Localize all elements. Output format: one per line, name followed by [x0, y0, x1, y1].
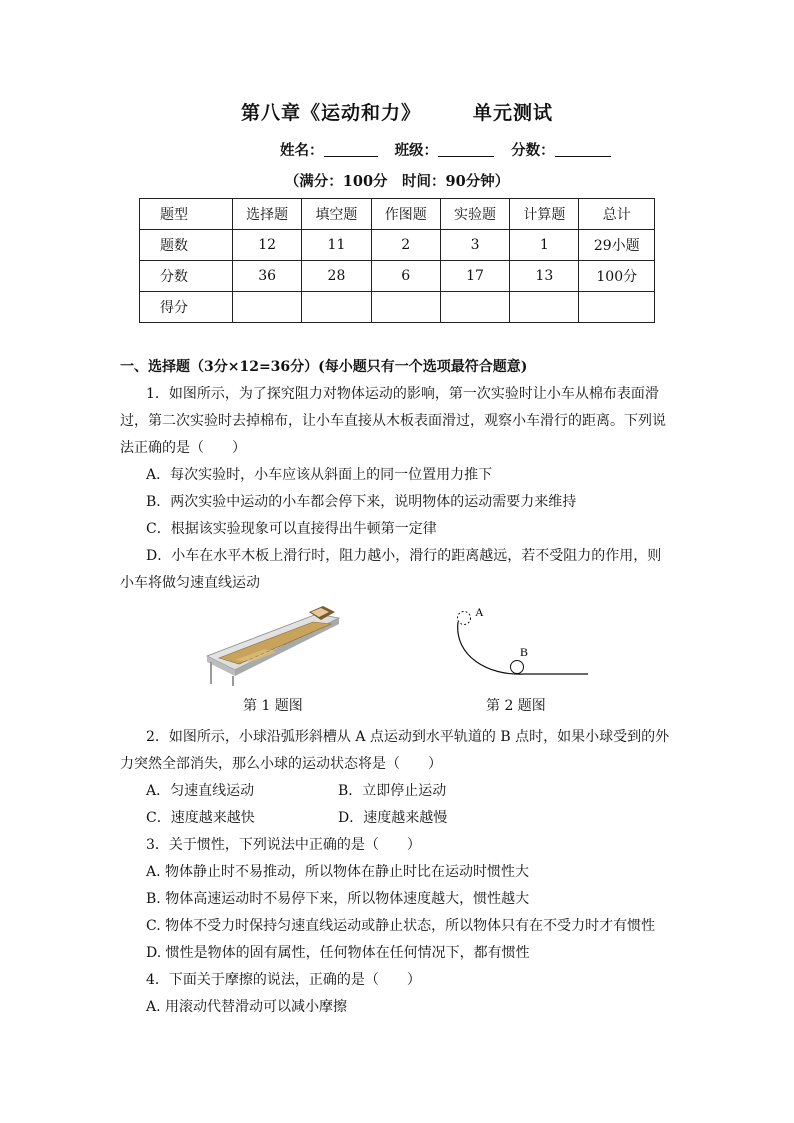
q2-options-row [146, 805, 447, 832]
table-cell: 29小题 [579, 230, 655, 261]
name-label: 姓名： [280, 142, 324, 159]
table-cell: 分数 [140, 261, 233, 292]
table-cell: 题数 [140, 230, 233, 261]
table-cell: 6 [371, 261, 440, 292]
title-test: 单元测试 [473, 102, 554, 124]
table-cell: 计算题 [510, 199, 579, 230]
score-label: 分数： [511, 142, 555, 159]
table-cell [579, 292, 655, 323]
table-cell: 12 [233, 230, 302, 261]
table-cell [302, 292, 371, 323]
table-cell [440, 292, 509, 323]
section-heading-choice: 一、选择题（3分×12=36分）(每小题只有一个选项最符合题意) [120, 359, 528, 375]
ramp-cart-figure [205, 604, 345, 686]
fig2-caption: 第 2 题图 [486, 698, 546, 714]
ball-b-icon [511, 661, 524, 674]
table-cell: 1 [510, 230, 579, 261]
table-cell: 得分 [140, 292, 233, 323]
q2-option-a: A．匀速直线运动 [146, 783, 255, 799]
q1-option-a: A．每次实验时，小车应该从斜面上的同一位置用力推下 [146, 467, 493, 483]
score-table [139, 198, 655, 323]
table-cell [371, 292, 440, 323]
table-cell [233, 292, 302, 323]
name-blank [324, 142, 378, 157]
title-chapter: 第八章《运动和力》 [240, 102, 421, 124]
q1-line: 过，第二次实验时去掉棉布，让小车直接从木板表面滑过，观察小车滑行的距离。下列说 [120, 413, 666, 429]
q3-stem: 3．关于惯性，下列说法中正确的是（ ） [146, 837, 421, 853]
table-cell: 3 [440, 230, 509, 261]
q1-option-c: C．根据该实验现象可以直接得出牛顿第一定律 [146, 521, 437, 537]
ball-a-icon [458, 612, 471, 625]
label-b: B [520, 645, 529, 659]
student-info-line [280, 139, 611, 160]
table-cell: 17 [440, 261, 509, 292]
q3-option-d: D. 惯性是物体的固有属性，任何物体在任何情况下，都有惯性 [146, 945, 530, 961]
q2-option-d: D．速度越来越慢 [338, 810, 448, 826]
label-a: A [475, 605, 484, 619]
q2-option-c: C．速度越来越快 [146, 810, 255, 826]
q2-line: 2．如图所示，小球沿弧形斜槽从 A 点运动到水平轨道的 B 点时，如果小球受到的外 [146, 729, 670, 745]
table-row [140, 199, 655, 230]
table-cell: 总计 [579, 199, 655, 230]
table-cell: 题型 [140, 199, 233, 230]
q2-options-row [146, 778, 446, 805]
class-blank [438, 142, 494, 157]
q3-option-c: C. 物体不受力时保持匀速直线运动或静止状态，所以物体只有在不受力时才有惯性 [146, 918, 656, 934]
q1-option-b: B．两次实验中运动的小车都会停下来，说明物体的运动需要力来维持 [146, 494, 577, 510]
table-cell: 13 [510, 261, 579, 292]
q3-option-b: B. 物体高速运动时不易停下来，所以物体速度越大，惯性越大 [146, 891, 530, 907]
q2-line: 力突然全部消失，那么小球的运动状态将是（ ） [120, 756, 442, 772]
table-cell: 11 [302, 230, 371, 261]
q1-option-d-cont: 小车将做匀速直线运动 [120, 575, 260, 591]
q1-line: 法正确的是（ ） [120, 440, 246, 456]
table-cell: 2 [371, 230, 440, 261]
full-score-note: （满分：100分 时间：90分钟） [284, 173, 510, 190]
q1-line: 1．如图所示，为了探究阻力对物体运动的影响，第一次实验时让小车从棉布表面滑 [146, 386, 659, 402]
class-label: 班级： [394, 142, 439, 159]
q2-option-b: B．立即停止运动 [338, 783, 447, 799]
table-row [140, 261, 655, 292]
table-cell: 作图题 [371, 199, 440, 230]
table-cell: 36 [233, 261, 302, 292]
curved-track-figure [448, 604, 590, 686]
table-cell: 28 [302, 261, 371, 292]
page-title [0, 98, 794, 125]
table-cell [510, 292, 579, 323]
q3-option-a: A. 物体静止时不易推动，所以物体在静止时比在运动时惯性大 [146, 864, 530, 880]
table-cell: 实验题 [440, 199, 509, 230]
table-cell: 填空题 [302, 199, 371, 230]
fig1-caption: 第 1 题图 [243, 698, 303, 714]
q4-option-a: A. 用滚动代替滑动可以减小摩擦 [146, 999, 348, 1015]
q4-stem: 4．下面关于摩擦的说法，正确的是（ ） [146, 972, 421, 988]
q1-option-d: D．小车在水平木板上滑行时，阻力越小，滑行的距离越远，若不受阻力的作用，则 [146, 548, 662, 564]
table-row [140, 292, 655, 323]
score-blank [555, 142, 611, 157]
table-row [140, 230, 655, 261]
table-cell: 选择题 [233, 199, 302, 230]
table-cell: 100分 [579, 261, 655, 292]
